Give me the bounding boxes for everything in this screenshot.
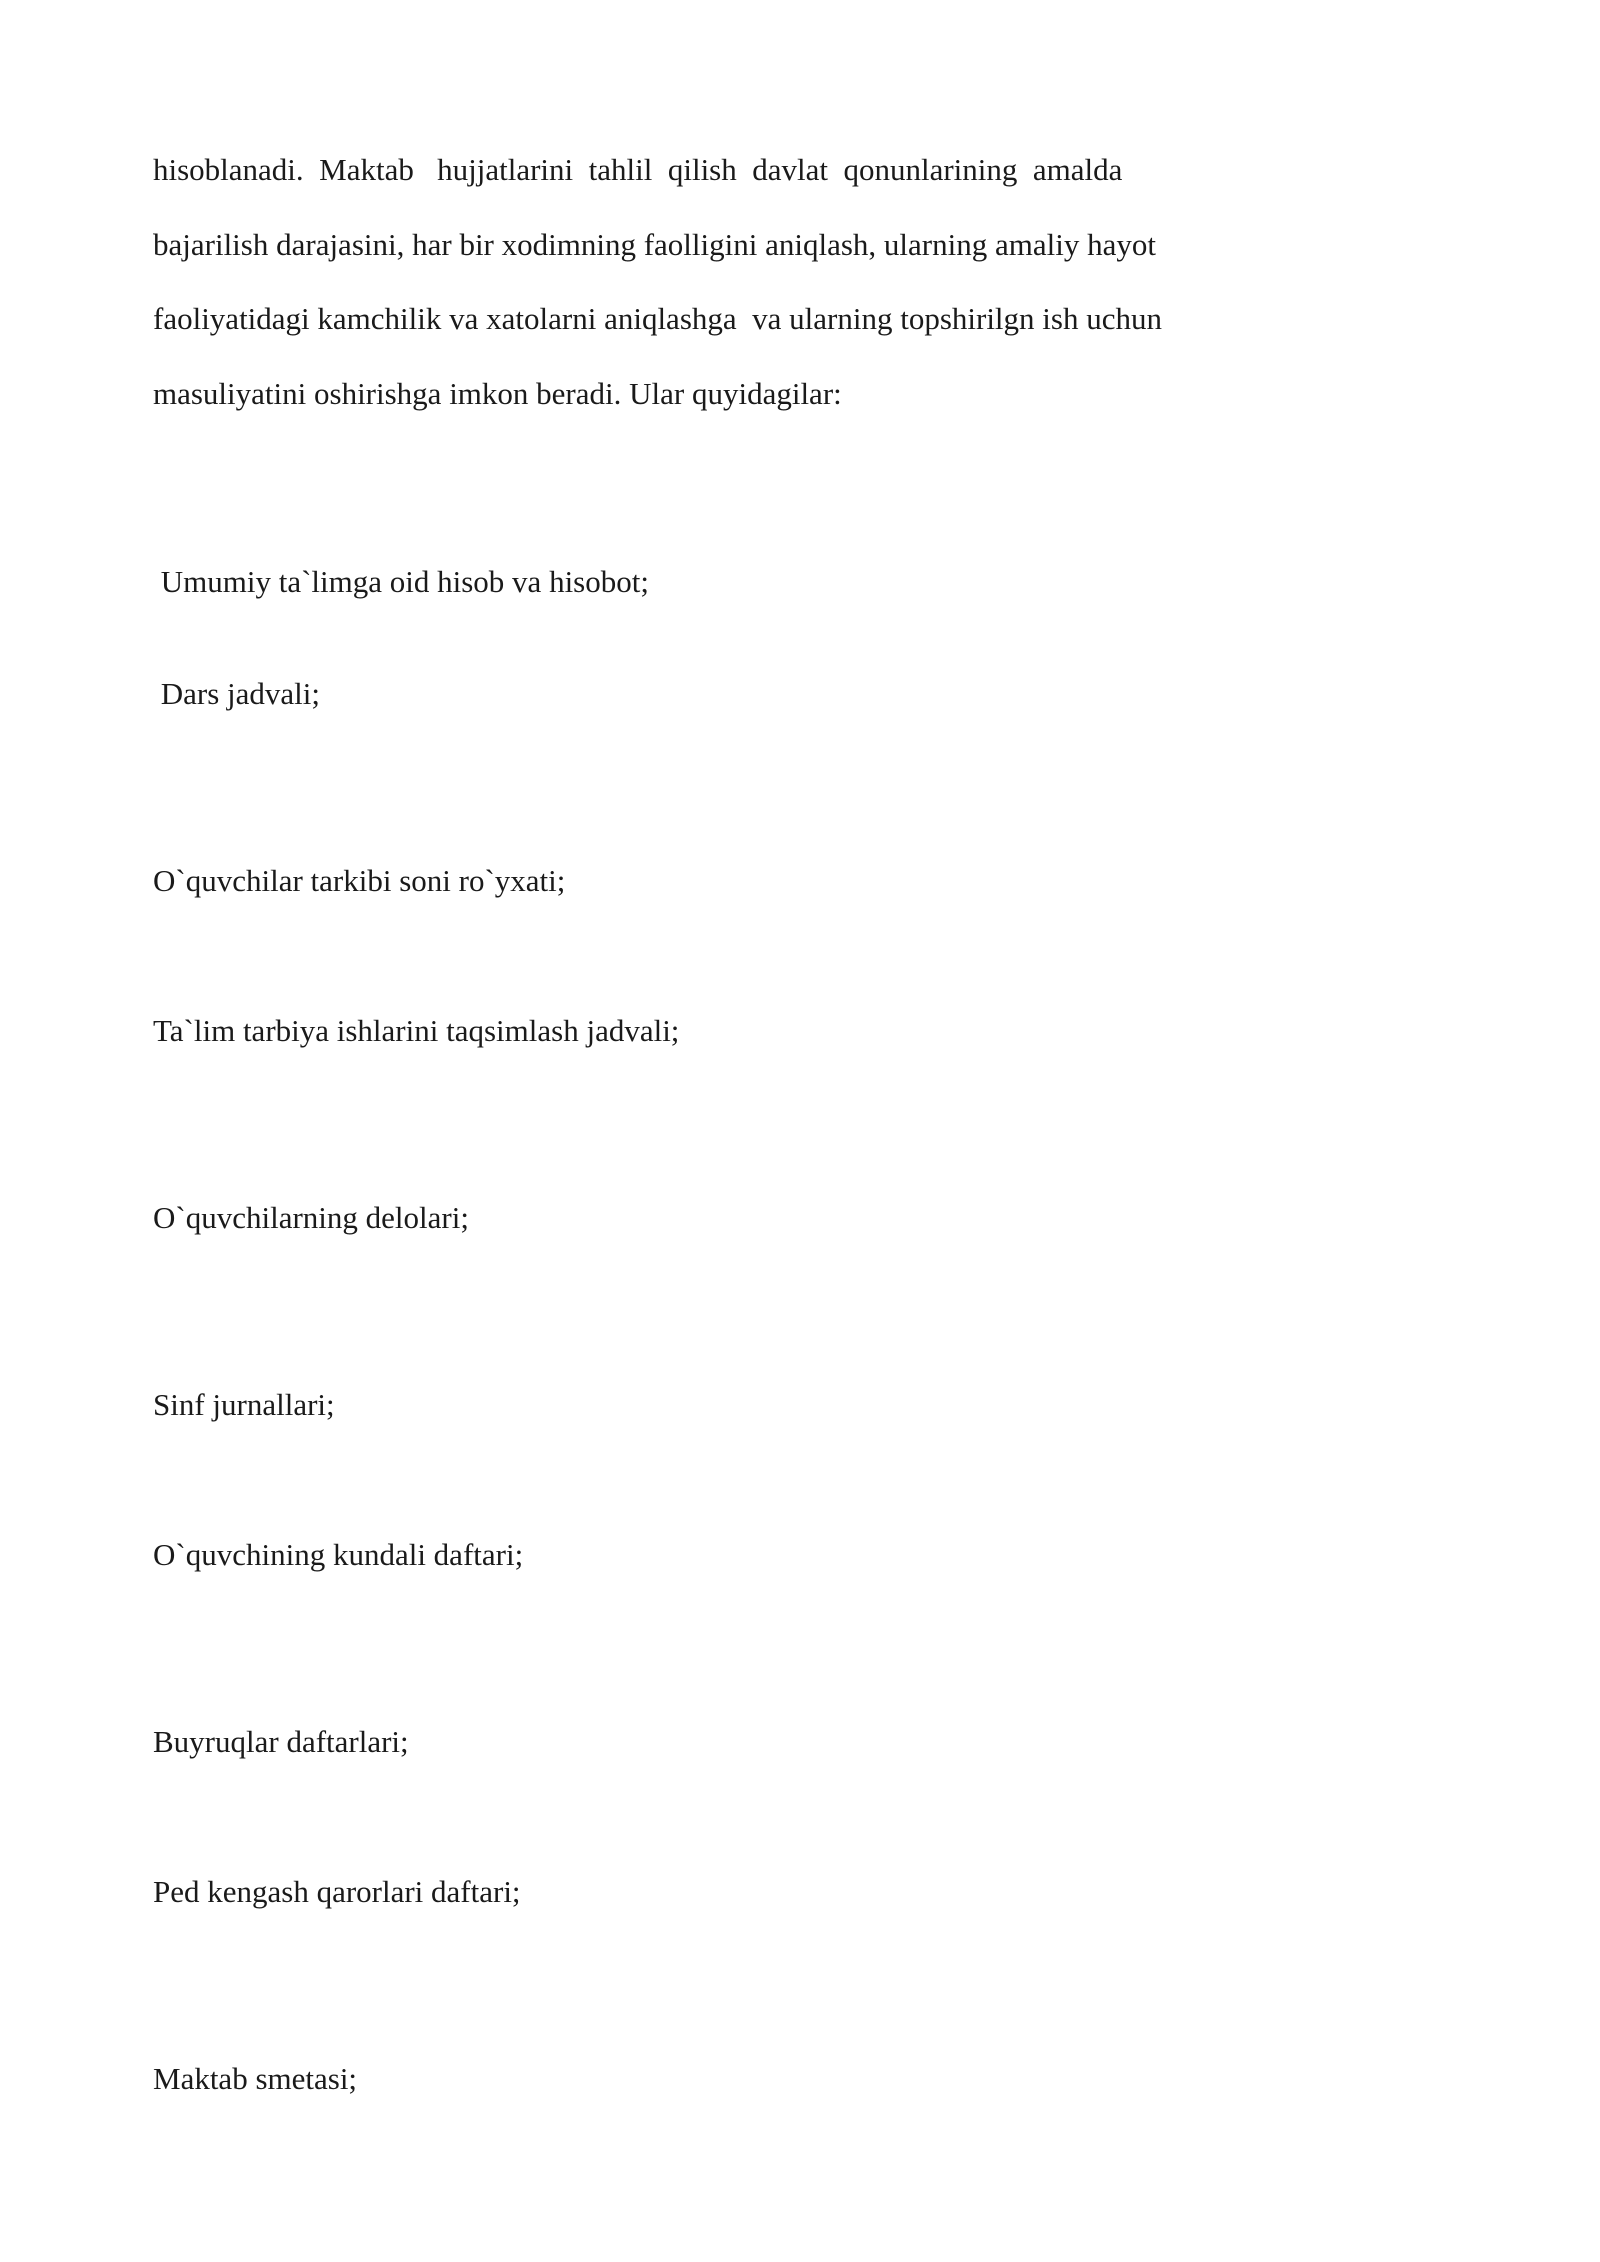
list-item: Umumiy ta`limga oid hisob va hisobot; xyxy=(153,564,649,599)
paragraph-line: faoliyatidagi kamchilik va xatolarni aniqlashga va ularning topshirilgn ish uchun xyxy=(153,301,1162,336)
list-item: Ped kengash qarorlari daftari; xyxy=(153,1874,521,1909)
list-item: O`quvchining kundali daftari; xyxy=(153,1537,524,1572)
list-item: Sinf jurnallari; xyxy=(153,1387,335,1422)
list-item: Ta`lim tarbiya ishlarini taqsimlash jadvali; xyxy=(153,1013,680,1048)
list-item: O`quvchilar tarkibi soni ro`yxati; xyxy=(153,863,566,898)
list-item: O`quvchilarning delolari; xyxy=(153,1200,469,1235)
paragraph-line: masuliyatini oshirishga imkon beradi. Ular quyidagilar: xyxy=(153,376,842,411)
paragraph-line: bajarilish darajasini, har bir xodimning faolligini aniqlash, ularning amaliy hayot xyxy=(153,227,1156,262)
list-item: Maktab smetasi; xyxy=(153,2061,358,2096)
list-item: Buyruqlar daftarlari; xyxy=(153,1724,409,1759)
list-item: Dars jadvali; xyxy=(153,676,321,711)
paragraph-line: hisoblanadi. Maktab hujjatlarini tahlil qilish davlat qonunlarining amalda xyxy=(153,152,1123,187)
